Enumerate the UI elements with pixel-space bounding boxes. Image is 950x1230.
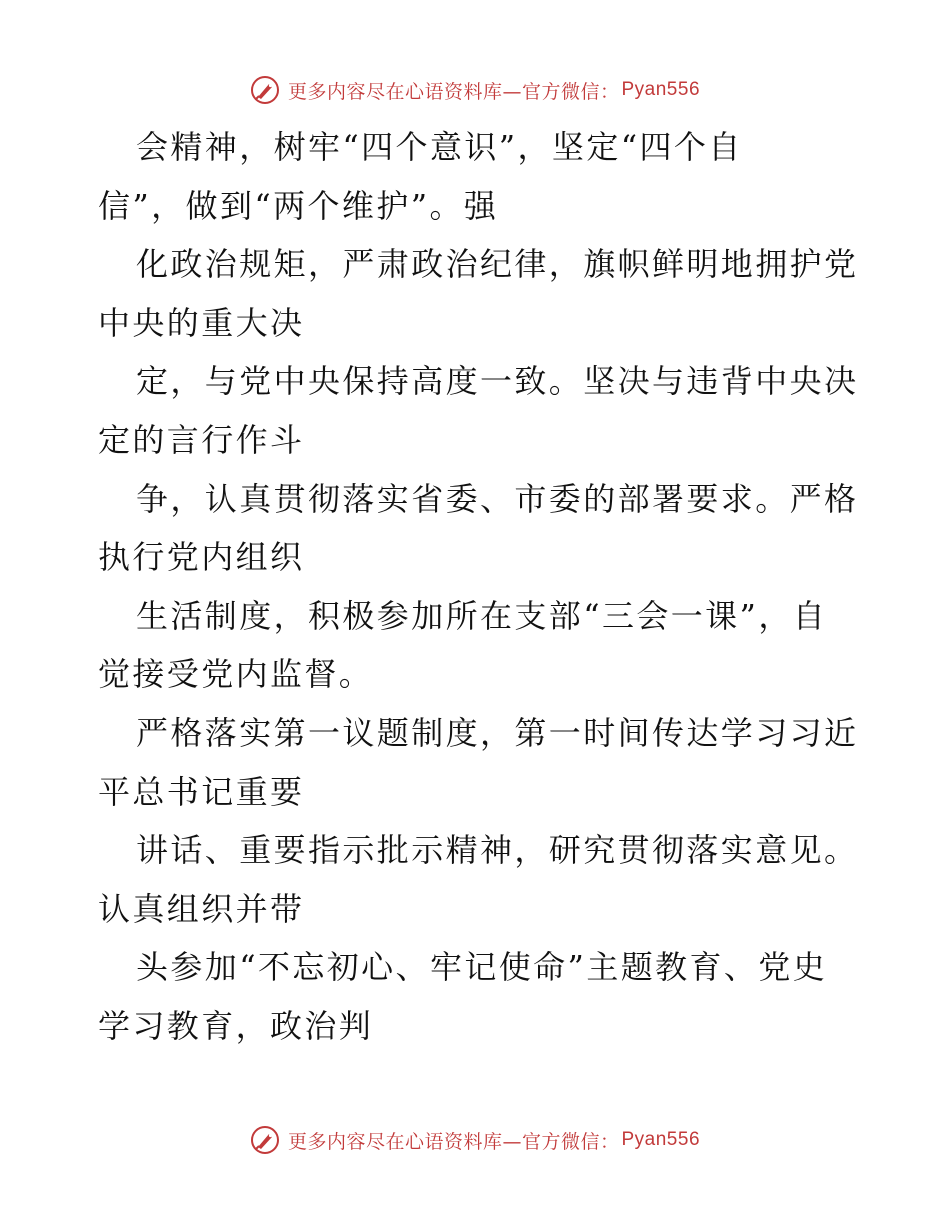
pen-nib-logo-icon <box>250 75 280 105</box>
watermark-wechat-id: Pyan556 <box>621 79 701 100</box>
text-line: 头参加“不忘初心、牢记使命”主题教育、党史 <box>136 948 828 987</box>
footer-watermark <box>0 1120 950 1160</box>
text-line: 平总书记重要 <box>98 772 305 811</box>
text-line: 定的言行作斗 <box>98 420 305 459</box>
text-line: 严格落实第一议题制度，第一时间传达学习习近 <box>136 713 859 752</box>
watermark-wechat-id: Pyan556 <box>621 1129 701 1150</box>
text-line: 争，认真贯彻落实省委、市委的部署要求。严格 <box>136 479 859 518</box>
pen-nib-logo-icon <box>250 1125 280 1155</box>
text-line: 认真组织并带 <box>98 889 305 928</box>
text-line: 讲话、重要指示批示精神，研究贯彻落实意见。 <box>136 831 859 870</box>
text-line: 生活制度，积极参加所在支部“三会一课”，自 <box>136 596 828 635</box>
document-body <box>98 118 858 1056</box>
text-line: 定，与党中央保持高度一致。坚决与违背中央决 <box>136 362 859 401</box>
text-line: 学习教育，政治判 <box>98 1006 374 1045</box>
text-line: 觉接受党内监督。 <box>98 655 374 694</box>
text-line: 化政治规矩，严肃政治纪律，旗帜鲜明地拥护党 <box>136 245 859 284</box>
watermark-text: 更多内容尽在心语资料库—官方微信： <box>287 80 620 103</box>
text-line: 信”，做到“两个维护”。强 <box>98 186 499 225</box>
watermark-text: 更多内容尽在心语资料库—官方微信： <box>287 1130 620 1153</box>
header-watermark <box>0 70 950 110</box>
text-line: 中央的重大决 <box>98 303 305 342</box>
text-line: 执行党内组织 <box>98 538 305 577</box>
text-line: 会精神，树牢“四个意识”，坚定“四个自 <box>136 128 743 166</box>
